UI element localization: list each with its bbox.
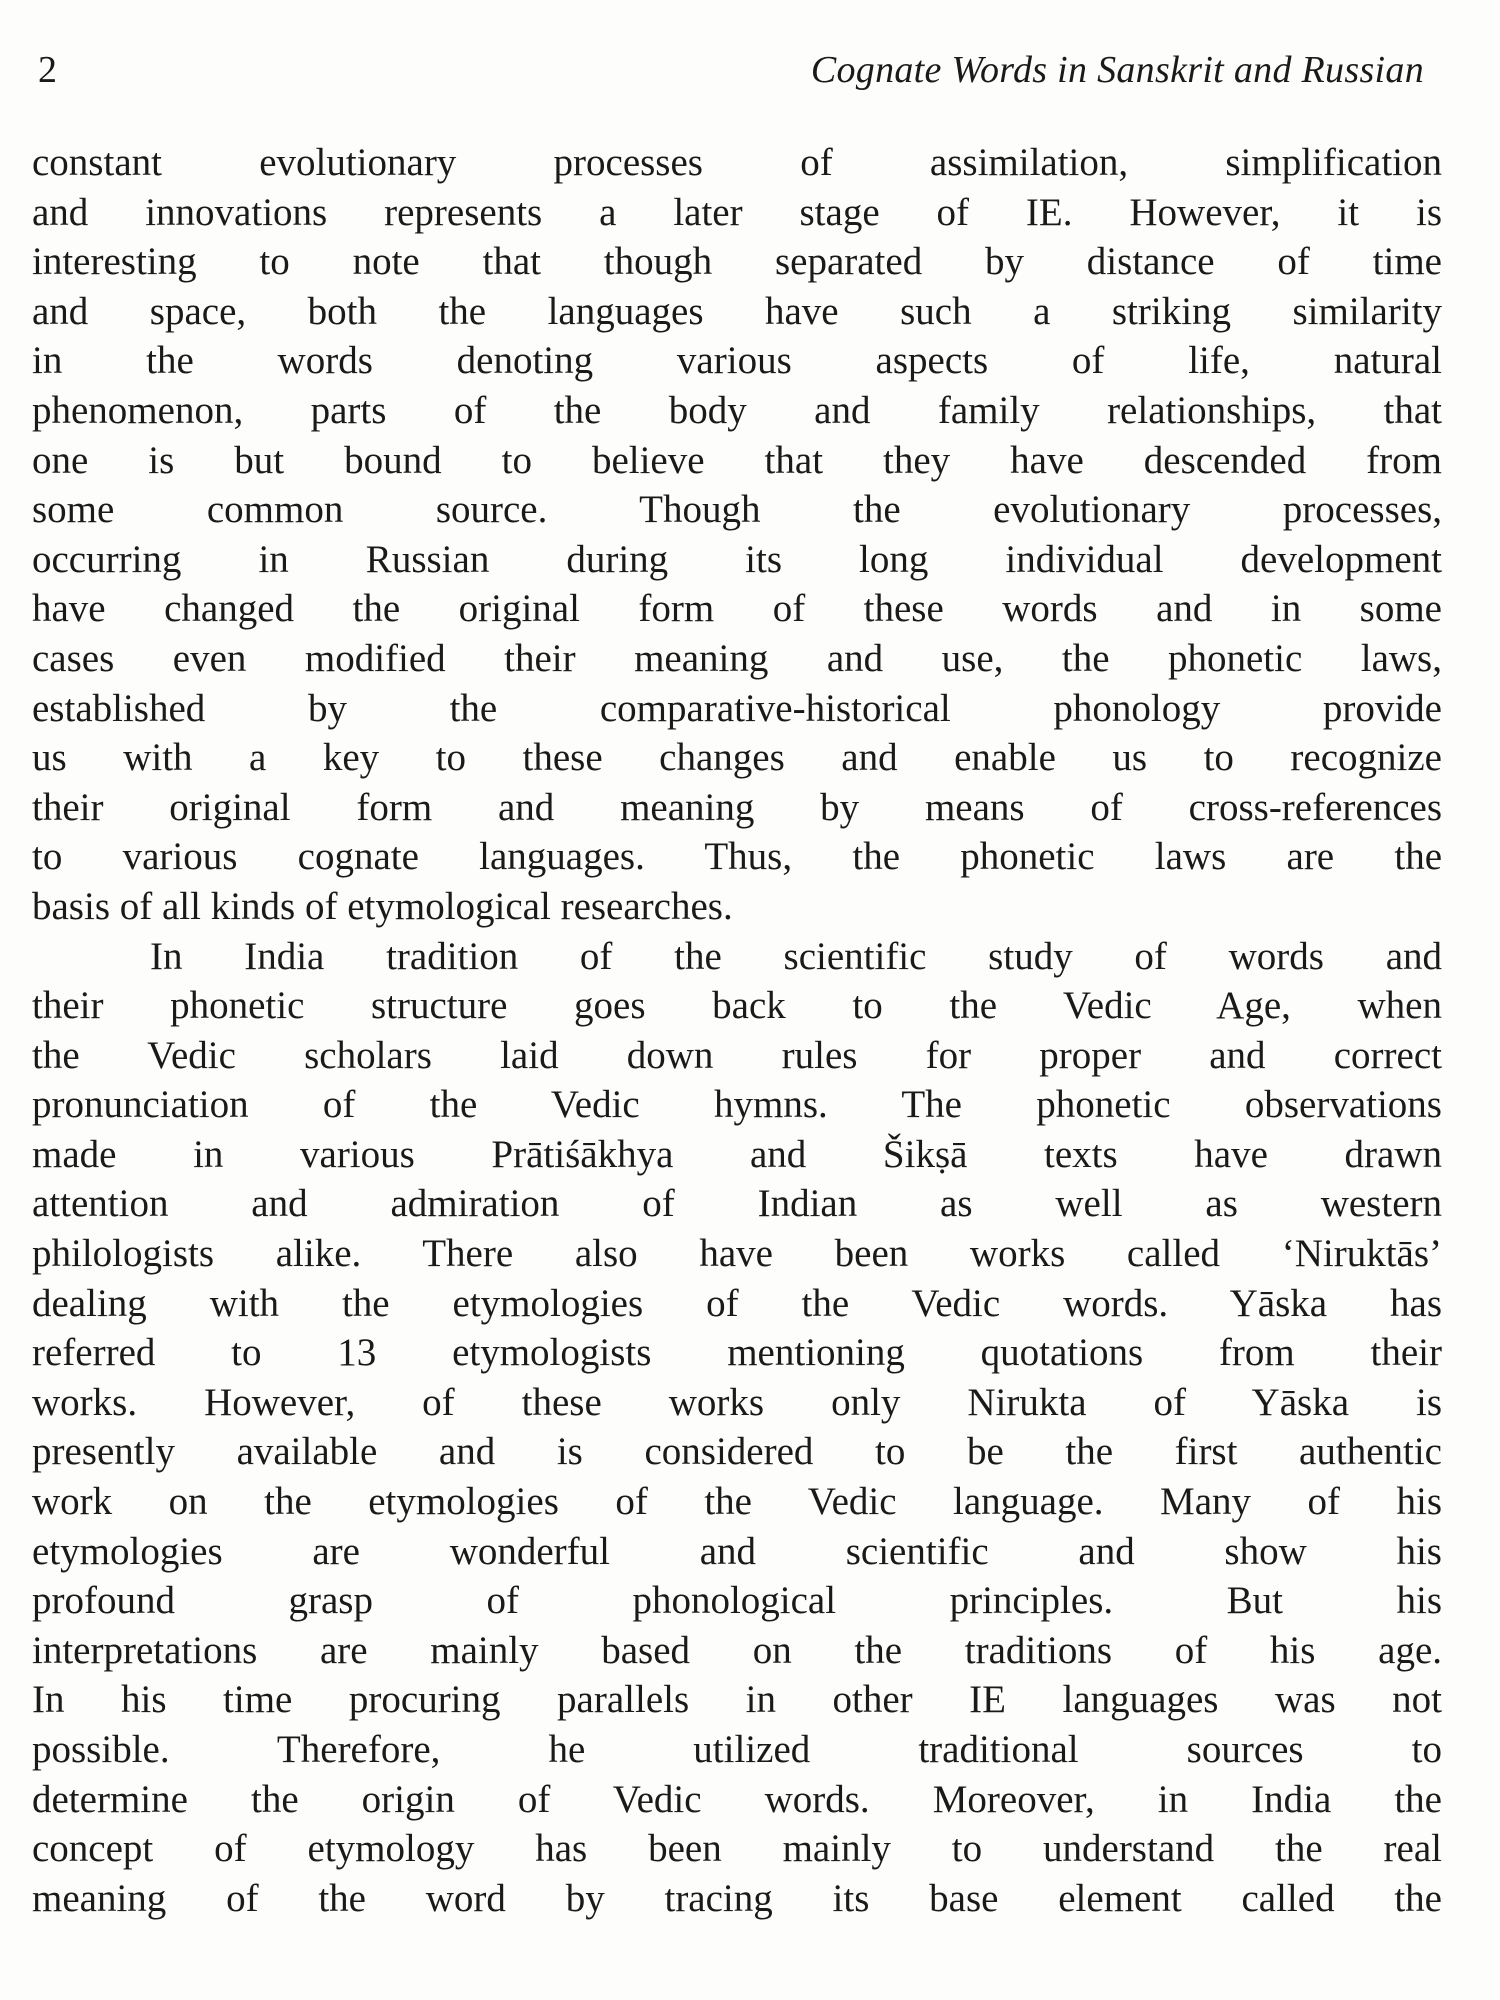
text-line: interesting to note that though separated by distance of time <box>32 240 1442 284</box>
text-line: one is but bound to believe that they have descended from <box>32 438 1442 482</box>
text-line: made in various Prātiśākhya and Šikṣā texts have drawn <box>32 1132 1442 1176</box>
text-line: to various cognate languages. Thus, the phonetic laws are the <box>32 835 1442 879</box>
text-line: work on the etymologies of the Vedic language. Many of his <box>32 1480 1442 1524</box>
text-line: their phonetic structure goes back to the Vedic Age, when <box>32 984 1442 1028</box>
running-head-title: Cognate Words in Sanskrit and Russian <box>810 49 1424 91</box>
text-line: presently available and is considered to be the first authentic <box>32 1430 1442 1474</box>
text-line: basis of all kinds of etymological researches. <box>32 884 733 928</box>
body-text <box>32 138 1442 1923</box>
text-line: In India tradition of the scientific study of words and <box>150 934 1442 978</box>
page-number: 2 <box>38 49 57 91</box>
text-line: and innovations represents a later stage of IE. However, it is <box>32 190 1442 234</box>
text-line: us with a key to these changes and enable us to recognize <box>32 736 1442 780</box>
text-line: the Vedic scholars laid down rules for proper and correct <box>32 1033 1442 1077</box>
text-line: possible. Therefore, he utilized traditional sources to <box>32 1728 1442 1771</box>
text-line: etymologies are wonderful and scientific and show his <box>32 1529 1442 1573</box>
paragraph-2 <box>32 932 1442 1924</box>
text-line: established by the comparative-historical phonology provide <box>32 686 1442 730</box>
paragraph-1 <box>32 138 1442 932</box>
text-line: pronunciation of the Vedic hymns. The phonetic observations <box>32 1083 1442 1127</box>
text-line: philologists alike. There also have been works called ‘Niruktās’ <box>32 1232 1442 1276</box>
text-line: have changed the original form of these words and in some <box>32 587 1442 631</box>
text-line: profound grasp of phonological principles. But his <box>32 1579 1442 1623</box>
text-line: some common source. Though the evolutionary processes, <box>32 488 1442 532</box>
text-line: constant evolutionary processes of assimilation, simplification <box>32 141 1442 184</box>
text-line: determine the origin of Vedic words. Moreover, in India the <box>32 1777 1442 1821</box>
text-line: and space, both the languages have such a striking similarity <box>32 289 1442 333</box>
text-line: cases even modified their meaning and use, the phonetic laws, <box>32 636 1442 680</box>
text-line: dealing with the etymologies of the Vedic words. Yāska has <box>32 1281 1442 1325</box>
text-line: attention and admiration of Indian as well as western <box>32 1182 1442 1226</box>
text-line: meaning of the word by tracing its base element called the <box>32 1876 1442 1920</box>
text-line: in the words denoting various aspects of life, natural <box>32 339 1442 383</box>
text-line: phenomenon, parts of the body and family relationships, that <box>32 388 1442 432</box>
text-line: referred to 13 etymologists mentioning quotations from their <box>32 1331 1442 1375</box>
text-line: occurring in Russian during its long individual development <box>32 537 1442 581</box>
text-line: concept of etymology has been mainly to understand the real <box>32 1827 1442 1871</box>
text-line: In his time procuring parallels in other IE languages was not <box>32 1678 1442 1722</box>
text-line: works. However, of these works only Nirukta of Yāska is <box>32 1380 1442 1424</box>
text-line: their original form and meaning by means of cross-references <box>32 785 1442 829</box>
text-line: interpretations are mainly based on the traditions of his age. <box>32 1628 1442 1672</box>
